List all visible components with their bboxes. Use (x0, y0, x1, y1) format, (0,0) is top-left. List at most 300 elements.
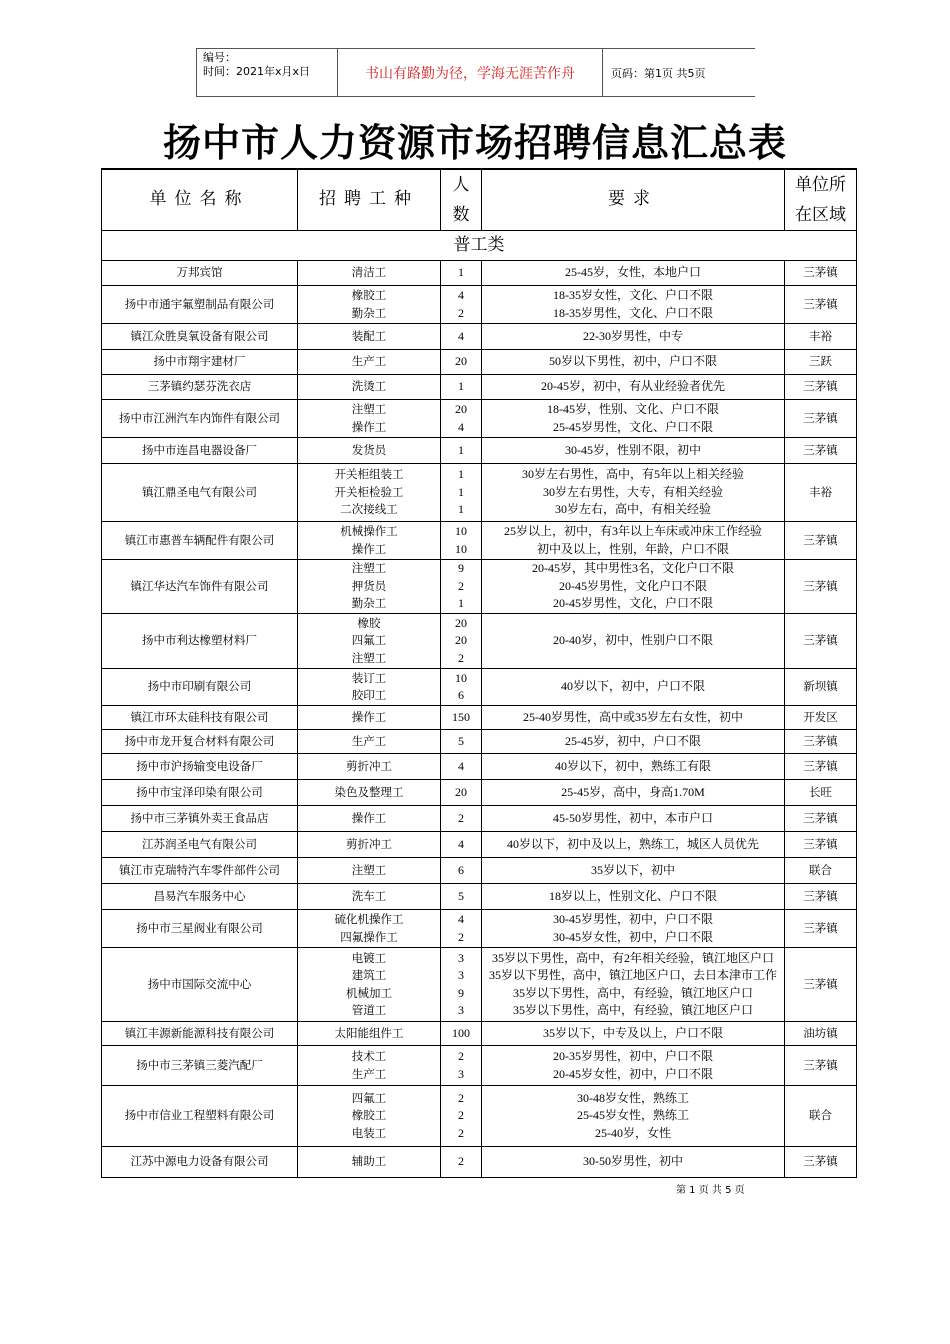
count-cell-line: 2 (458, 1090, 464, 1105)
job-cell-line: 勤杂工 (351, 305, 387, 320)
table-row (102, 438, 857, 464)
area-cell-line: 三茅镇 (803, 265, 838, 280)
table-row (102, 400, 857, 438)
job-cell-line: 注塑工 (351, 402, 387, 416)
company-cell-line: 扬中市连昌电器设备厂 (142, 442, 257, 457)
requirement-cell-line: 初中及以上，性别，年龄，户口不限 (536, 541, 729, 556)
job-cell-line: 勤杂工 (351, 596, 387, 611)
job-cell-line: 生产工 (351, 1066, 387, 1081)
requirement-cell-line: 20-45岁男性，文化户口不限 (559, 578, 707, 593)
count-cell-line: 4 (458, 288, 464, 302)
area-cell-line: 三茅镇 (803, 578, 838, 593)
requirement-cell-line: 35岁以下，初中 (590, 862, 675, 877)
company-cell-line: 江苏中源电力设备有限公司 (130, 1154, 269, 1169)
doc-number: 编号： (203, 51, 236, 64)
company-cell-line: 扬中市三茅镇外卖王食品店 (130, 810, 269, 825)
count-cell-line: 1 (458, 442, 464, 457)
job-cell (298, 400, 441, 438)
job-cell-line: 操作工 (351, 419, 387, 434)
job-cell (298, 669, 441, 706)
area-cell (785, 1147, 857, 1178)
job-cell-line: 发货员 (351, 442, 387, 457)
company-cell-line: 镇江众胜臭氧设备有限公司 (130, 328, 269, 343)
requirement-cell-line: 20-35岁男性，初中，户口不限 (553, 1049, 713, 1063)
requirement-cell-line: 25-40岁，女性 (595, 1125, 671, 1140)
company-cell (102, 910, 298, 948)
count-cell-line: 3 (458, 950, 464, 965)
area-cell (785, 1022, 857, 1046)
area-cell-line: 开发区 (803, 709, 838, 724)
count-cell-line: 2 (458, 1154, 464, 1169)
count-cell-line: 100 (452, 1025, 470, 1040)
count-cell (441, 730, 482, 754)
count-cell-line: 1 (458, 596, 464, 611)
requirement-cell (482, 1086, 785, 1147)
company-cell (102, 730, 298, 754)
doc-number-time (197, 49, 338, 96)
area-cell-line: 三茅镇 (803, 442, 838, 457)
job-cell (298, 730, 441, 754)
company-cell (102, 1022, 298, 1046)
area-cell (785, 754, 857, 780)
job-cell-line: 技术工 (351, 1049, 387, 1063)
company-cell-line: 镇江市惠普车辆配件有限公司 (124, 532, 275, 547)
area-cell (785, 614, 857, 669)
area-cell (785, 400, 857, 438)
requirement-cell-line: 35岁以下男性，高中，有2年相关经验，镇江地区户口 (491, 950, 774, 965)
company-cell (102, 754, 298, 780)
table-row (102, 522, 857, 560)
job-cell (298, 522, 441, 560)
job-cell (298, 464, 441, 522)
requirement-cell-line: 20-45岁，其中男性3名，文化户口不限 (532, 561, 734, 576)
job-cell (298, 614, 441, 669)
area-cell-line: 三茅镇 (803, 1154, 838, 1169)
count-cell (441, 806, 482, 832)
requirement-cell (482, 780, 785, 806)
count-cell-line: 1 (458, 265, 464, 280)
job-cell-line: 操作工 (351, 709, 387, 724)
requirement-cell-line: 40岁以下，初中及以上，熟练工，城区人员优先 (506, 836, 759, 851)
requirement-cell-line: 25岁以上，初中，有3年以上车床或冲床工作经验 (503, 524, 762, 538)
area-cell (785, 669, 857, 706)
count-cell-line: 2 (458, 1125, 464, 1140)
area-cell-line: 丰裕 (809, 484, 832, 499)
count-cell (441, 375, 482, 400)
count-cell (441, 400, 482, 438)
count-cell (441, 614, 482, 669)
area-cell (785, 261, 857, 286)
job-cell-line: 四氟操作工 (340, 929, 398, 944)
job-cell-line: 二次接线工 (340, 502, 398, 517)
requirement-cell-line: 30-45岁女性，初中，户口不限 (553, 929, 713, 944)
table-row (102, 754, 857, 780)
job-cell-line: 管道工 (351, 1003, 387, 1017)
company-cell (102, 1046, 298, 1086)
area-cell-line: 三跃 (809, 354, 832, 369)
area-cell-line: 新坝镇 (803, 679, 838, 694)
requirement-cell-line: 20-45岁女性，初中，户口不限 (553, 1066, 713, 1081)
job-cell-line: 剪折冲工 (346, 758, 392, 773)
company-cell (102, 706, 298, 730)
company-cell (102, 1086, 298, 1147)
area-cell (785, 858, 857, 884)
job-cell-line: 装配工 (351, 328, 387, 343)
table-row (102, 858, 857, 884)
requirement-cell (482, 438, 785, 464)
job-cell-line: 清洁工 (351, 265, 387, 280)
count-cell-line: 6 (458, 688, 464, 702)
job-cell (298, 884, 441, 910)
count-cell-line: 10 (455, 541, 467, 556)
count-cell (441, 522, 482, 560)
header-job: 招聘工种 (298, 169, 441, 231)
job-cell-line: 生产工 (351, 354, 387, 369)
company-cell (102, 261, 298, 286)
count-cell-line: 20 (455, 615, 467, 630)
requirement-cell (482, 400, 785, 438)
count-cell-line: 20 (455, 633, 467, 648)
recruitment-table (101, 168, 857, 1178)
area-cell-line: 三茅镇 (803, 976, 838, 991)
requirement-cell (482, 324, 785, 350)
doc-time: 时间：2021年x月x日 (203, 65, 311, 78)
table-row (102, 806, 857, 832)
requirement-cell (482, 286, 785, 324)
company-cell-line: 扬中市印刷有限公司 (147, 679, 252, 694)
page-title: 扬中市人力资源市场招聘信息汇总表 (162, 121, 787, 165)
company-cell (102, 464, 298, 522)
job-cell-line: 橡胶工 (351, 1108, 387, 1123)
count-cell-line: 20 (455, 354, 467, 369)
job-cell (298, 261, 441, 286)
header-requirements: 要求 (482, 169, 785, 231)
area-cell-line: 联合 (809, 1108, 832, 1123)
area-cell-line: 三茅镇 (803, 296, 838, 311)
area-cell-line: 三茅镇 (803, 758, 838, 773)
job-cell-line: 洗车工 (351, 888, 387, 903)
requirement-cell (482, 910, 785, 948)
count-cell-line: 9 (458, 985, 464, 1000)
requirement-cell-line: 40岁以下，初中，熟练工有限 (554, 758, 711, 773)
company-cell-line: 万邦宾馆 (176, 265, 223, 280)
requirement-cell (482, 1147, 785, 1178)
requirement-cell-line: 30岁左右男性，大专，有相关经验 (542, 484, 723, 499)
count-cell (441, 438, 482, 464)
job-cell-line: 染色及整理工 (334, 784, 404, 799)
page-indicator: 页码：第1页 共5页 (611, 66, 706, 80)
area-cell (785, 730, 857, 754)
requirement-cell (482, 375, 785, 400)
requirement-cell-line: 18岁以上，性别文化、户口不限 (548, 888, 717, 903)
count-cell (441, 350, 482, 375)
company-cell (102, 806, 298, 832)
requirement-cell (482, 261, 785, 286)
company-cell-line: 镇江丰源新能源科技有限公司 (124, 1025, 275, 1040)
requirement-cell (482, 350, 785, 375)
area-cell-line: 联合 (809, 862, 832, 877)
table-row (102, 375, 857, 400)
table-row (102, 1046, 857, 1086)
table-row (102, 464, 857, 522)
count-cell-line: 10 (455, 670, 467, 685)
requirement-cell (482, 669, 785, 706)
count-cell-line: 5 (458, 733, 464, 748)
job-cell (298, 706, 441, 730)
area-cell (785, 706, 857, 730)
area-cell-line: 三茅镇 (803, 810, 838, 825)
area-cell-line: 丰裕 (809, 328, 832, 343)
count-cell-line: 2 (458, 929, 464, 944)
job-cell-line: 机械加工 (346, 985, 392, 1000)
area-cell (785, 1086, 857, 1147)
company-cell (102, 522, 298, 560)
table-row (102, 261, 857, 286)
area-cell (785, 910, 857, 948)
requirement-cell-line: 25-45岁，女性，本地户口 (565, 265, 701, 280)
table-row (102, 780, 857, 806)
requirement-cell-line: 45-50岁男性，初中，本市户口 (553, 810, 713, 825)
area-cell (785, 780, 857, 806)
table-row (102, 324, 857, 350)
requirement-cell-line: 30-50岁男性，初中 (583, 1154, 683, 1169)
job-cell (298, 375, 441, 400)
company-cell (102, 669, 298, 706)
count-cell (441, 948, 482, 1022)
count-cell-line: 1 (458, 467, 464, 482)
job-cell (298, 324, 441, 350)
page-footer: 第 1 页 共 5 页 (676, 1185, 745, 1196)
area-cell (785, 832, 857, 858)
count-cell-line: 4 (458, 758, 464, 773)
count-cell (441, 1147, 482, 1178)
requirement-cell-line: 18-35岁男性，文化、户口不限 (553, 305, 713, 320)
company-cell (102, 400, 298, 438)
job-cell-line: 四氟工 (351, 633, 387, 648)
table-row (102, 1022, 857, 1046)
job-cell-line: 电镀工 (351, 950, 387, 965)
job-cell (298, 910, 441, 948)
company-cell-line: 扬中市龙开复合材料有限公司 (124, 733, 275, 748)
requirement-cell-line: 30-48岁女性，熟练工 (577, 1090, 689, 1105)
document-header-box (196, 48, 755, 97)
table-row (102, 286, 857, 324)
area-cell (785, 375, 857, 400)
motto: 书山有路勤为径，学海无涯苦作舟 (338, 49, 603, 96)
count-cell (441, 832, 482, 858)
area-cell (785, 324, 857, 350)
count-cell-line: 3 (458, 1003, 464, 1017)
job-cell-line: 四氟工 (351, 1090, 387, 1105)
count-cell-line: 2 (458, 1049, 464, 1063)
job-cell-line: 注塑工 (351, 561, 387, 576)
job-cell (298, 1086, 441, 1147)
requirement-cell (482, 464, 785, 522)
count-cell-line: 10 (455, 524, 467, 538)
job-cell-line: 硫化机操作工 (334, 912, 404, 926)
count-cell-line: 2 (458, 1108, 464, 1123)
count-cell (441, 1022, 482, 1046)
job-cell (298, 350, 441, 375)
job-cell-line: 太阳能组件工 (334, 1025, 404, 1040)
area-cell (785, 1046, 857, 1086)
area-cell (785, 438, 857, 464)
job-cell-line: 电装工 (351, 1125, 387, 1140)
count-cell (441, 884, 482, 910)
count-cell (441, 286, 482, 324)
job-cell (298, 438, 441, 464)
company-cell (102, 324, 298, 350)
job-cell (298, 560, 441, 614)
count-cell-line: 9 (458, 561, 464, 576)
count-cell-line: 2 (458, 578, 464, 593)
count-cell (441, 910, 482, 948)
requirement-cell (482, 948, 785, 1022)
company-cell (102, 858, 298, 884)
company-cell-line: 扬中市国际交流中心 (147, 976, 252, 991)
requirement-cell (482, 884, 785, 910)
table-header-row (102, 169, 857, 231)
requirement-cell-line: 22-30岁男性，中专 (583, 328, 683, 343)
area-cell (785, 884, 857, 910)
requirement-cell-line: 18-35岁女性，文化、户口不限 (553, 288, 713, 302)
count-cell-line: 4 (458, 328, 464, 343)
requirement-cell-line: 25-45岁，高中，身高1.70M (561, 784, 705, 799)
count-cell-line: 4 (458, 836, 464, 851)
area-cell-line: 三茅镇 (803, 920, 838, 935)
requirement-cell-line: 25-45岁女性，熟练工 (577, 1108, 689, 1123)
job-cell (298, 1147, 441, 1178)
area-cell-line: 三茅镇 (803, 733, 838, 748)
company-cell (102, 948, 298, 1022)
requirement-cell (482, 806, 785, 832)
count-cell (441, 560, 482, 614)
job-cell (298, 1022, 441, 1046)
requirement-cell-line: 30岁左右男性，高中，有5年以上相关经验 (521, 467, 744, 482)
company-cell (102, 832, 298, 858)
company-cell (102, 375, 298, 400)
company-cell-line: 扬中市江洲汽车内饰件有限公司 (119, 410, 280, 425)
company-cell (102, 884, 298, 910)
requirement-cell (482, 522, 785, 560)
area-cell (785, 286, 857, 324)
count-cell (441, 324, 482, 350)
job-cell (298, 286, 441, 324)
area-cell (785, 350, 857, 375)
job-cell (298, 1046, 441, 1086)
requirement-cell-line: 25-40岁男性，高中或35岁左右女性，初中 (523, 709, 743, 724)
table-row (102, 706, 857, 730)
requirement-cell-line: 20-45岁，初中，有从业经验者优先 (541, 379, 725, 394)
job-cell-line: 橡胶工 (351, 288, 387, 302)
job-cell (298, 858, 441, 884)
job-cell-line: 生产工 (351, 733, 387, 748)
header-count (441, 169, 482, 231)
count-cell-line: 1 (458, 484, 464, 499)
job-cell-line: 橡胶 (357, 615, 381, 630)
header-count-bottom: 数 (452, 205, 470, 225)
job-cell-line: 剪折冲工 (346, 836, 392, 851)
job-cell-line: 机械操作工 (340, 524, 398, 538)
company-cell-line: 镇江华达汽车饰件有限公司 (130, 578, 269, 593)
count-cell-line: 6 (458, 862, 464, 877)
job-cell-line: 注塑工 (351, 650, 387, 665)
company-cell-line: 扬中市利达橡塑材料厂 (142, 633, 257, 648)
company-cell-line: 扬中市三茅镇三菱汽配厂 (136, 1057, 263, 1072)
requirement-cell-line: 30岁左右，高中，有相关经验 (554, 502, 711, 517)
company-cell (102, 614, 298, 669)
job-cell-line: 开关柜组装工 (334, 467, 404, 482)
table-row (102, 884, 857, 910)
requirement-cell-line: 40岁以下，初中，户口不限 (560, 679, 705, 694)
count-cell-line: 2 (458, 810, 464, 825)
requirement-cell (482, 1022, 785, 1046)
area-cell-line: 三茅镇 (803, 633, 838, 648)
area-cell-line: 三茅镇 (803, 379, 838, 394)
requirement-cell-line: 35岁以下，中专及以上，户口不限 (542, 1025, 723, 1040)
category-label: 普工类 (102, 231, 857, 261)
area-cell (785, 560, 857, 614)
company-cell-line: 扬中市宝泽印染有限公司 (136, 784, 263, 799)
requirement-cell-line: 30-45岁，性别不限，初中 (565, 442, 701, 457)
requirement-cell (482, 1046, 785, 1086)
company-cell-line: 镇江市克瑞特汽车零件部件公司 (119, 862, 280, 877)
requirement-cell (482, 858, 785, 884)
requirement-cell-line: 25-45岁，初中，户口不限 (565, 733, 701, 748)
job-cell-line: 注塑工 (351, 862, 387, 877)
area-cell-line: 三茅镇 (803, 1057, 838, 1072)
count-cell-line: 4 (458, 912, 464, 926)
requirement-cell-line: 20-45岁男性，文化，户口不限 (553, 596, 713, 611)
area-cell-line: 三茅镇 (803, 836, 838, 851)
company-cell-line: 扬中市沪扬输变电设备厂 (136, 758, 263, 773)
count-cell (441, 261, 482, 286)
count-cell (441, 1086, 482, 1147)
table-row (102, 910, 857, 948)
requirement-cell-line: 35岁以下男性，高中，有经验，镇江地区户口 (512, 985, 753, 1000)
company-cell-line: 扬中市通宇氟塑制品有限公司 (124, 296, 275, 311)
area-cell-line: 三茅镇 (803, 532, 838, 547)
company-cell (102, 1147, 298, 1178)
count-cell-line: 2 (458, 650, 464, 665)
requirement-cell-line: 18-45岁，性别、文化、户口不限 (547, 402, 719, 416)
job-cell-line: 操作工 (351, 541, 387, 556)
header-area-top: 单位所 (795, 175, 846, 195)
count-cell-line: 150 (452, 709, 470, 724)
job-cell-line: 操作工 (351, 810, 387, 825)
requirement-cell-line: 25-45岁男性，文化、户口不限 (553, 419, 713, 434)
table-row (102, 1086, 857, 1147)
count-cell (441, 464, 482, 522)
company-cell-line: 镇江鼎圣电气有限公司 (142, 484, 257, 499)
company-cell (102, 780, 298, 806)
count-cell (441, 780, 482, 806)
company-cell (102, 350, 298, 375)
requirement-cell (482, 614, 785, 669)
table-row (102, 832, 857, 858)
job-cell (298, 780, 441, 806)
requirement-cell-line: 30-45岁男性，初中，户口不限 (553, 912, 713, 926)
count-cell (441, 706, 482, 730)
area-cell (785, 806, 857, 832)
company-cell (102, 560, 298, 614)
area-cell (785, 948, 857, 1022)
company-cell-line: 镇江市环太硅科技有限公司 (130, 709, 269, 724)
area-cell-line: 三茅镇 (803, 888, 838, 903)
company-cell-line: 扬中市翔宇建材厂 (153, 354, 246, 369)
count-cell-line: 4 (458, 419, 464, 434)
table-row (102, 669, 857, 706)
